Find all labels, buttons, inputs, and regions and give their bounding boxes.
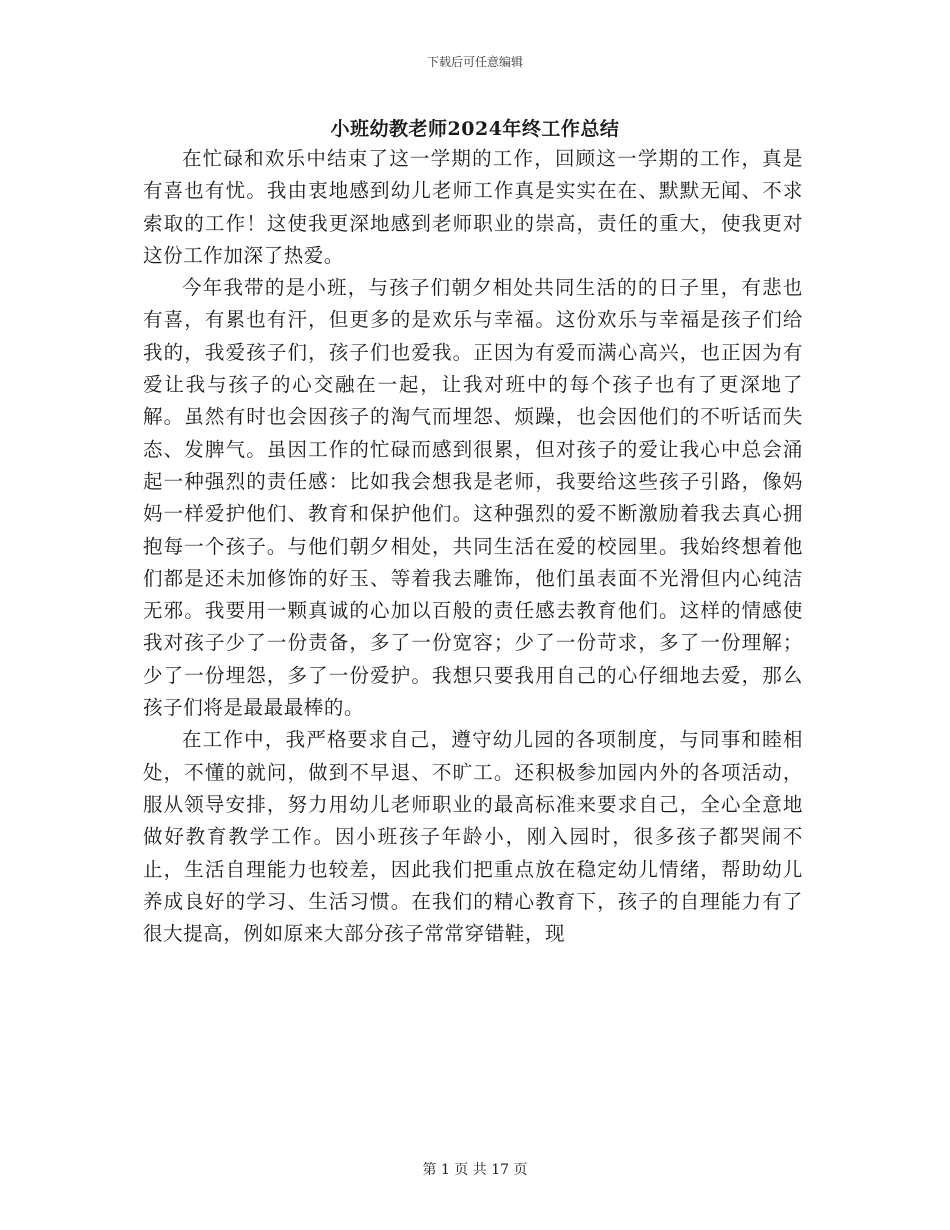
paragraph-2: 今年我带的是小班，与孩子们朝夕相处共同生活的的日子里，有悲也有喜，有累也有汗，但更多的是欢乐与幸福。这份欢乐与幸福是孩子们给我的，我爱孩子们，孩子们也爱我。正因为有爱而满心高兴，也正因为有爱让我与孩子的心交融在一起，让我对班中的每个孩子也有了更深地了解。虽然有时也会因孩子的淘气而埋怨、烦躁，也会因他们的不听话而失态、发脾气。虽因工作的忙碌而感到很累，但对孩子的爱让我心中总会涌起一种强烈的责任感：比如我会想我是老师，我要给这些孩子引路，像妈妈一样爱护他们、教育和保护他们。这种强烈的爱不断激励着我去真心拥抱每一个孩子。与他们朝夕相处，共同生活在爱的校园里。我始终想着他们都是还未加修饰的好玉、等着我去雕饰，他们虽表面不光滑但内心纯洁无邪。我要用一颗真诚的心加以百般的责任感去教育他们。这样的情感使我对孩子少了一份责备，多了一份宽容；少了一份苛求，多了一份理解；少了一份埋怨，多了一份爱护。我想只要我用自己的心仔细地去爱，那么孩子们将是最最最棒的。: [143, 276, 803, 720]
header-note: 下载后可任意编辑: [426, 55, 523, 69]
document-body: [143, 143, 803, 950]
paragraph-1: 在忙碌和欢乐中结束了这一学期的工作，回顾这一学期的工作，真是有喜也有忧。我由衷地感到幼儿老师工作真是实实在在、默默无闻、不求索取的工作！这使我更深地感到老师职业的崇高，责任的重大，使我更对这份工作加深了热爱。: [143, 147, 803, 267]
paragraph-3: 在工作中，我严格要求自己，遵守幼儿园的各项制度，与同事和睦相处，不懂的就问，做到不早退、不旷工。还积极参加园内外的各项活动，服从领导安排，努力用幼儿老师职业的最高标准来要求自己，全心全意地做好教育教学工作。因小班孩子年龄小，刚入园时，很多孩子都哭闹不止，生活自理能力也较差，因此我们把重点放在稳定幼儿情绪，帮助幼儿养成良好的学习、生活习惯。在我们的精心教育下，孩子的自理能力有了很大提高，例如原来大部分孩子常常穿错鞋，现: [143, 728, 803, 946]
document-title: 小班幼教老师2024年终工作总结: [330, 118, 620, 140]
page-footer: 第 1 页 共 17 页: [422, 1162, 528, 1178]
